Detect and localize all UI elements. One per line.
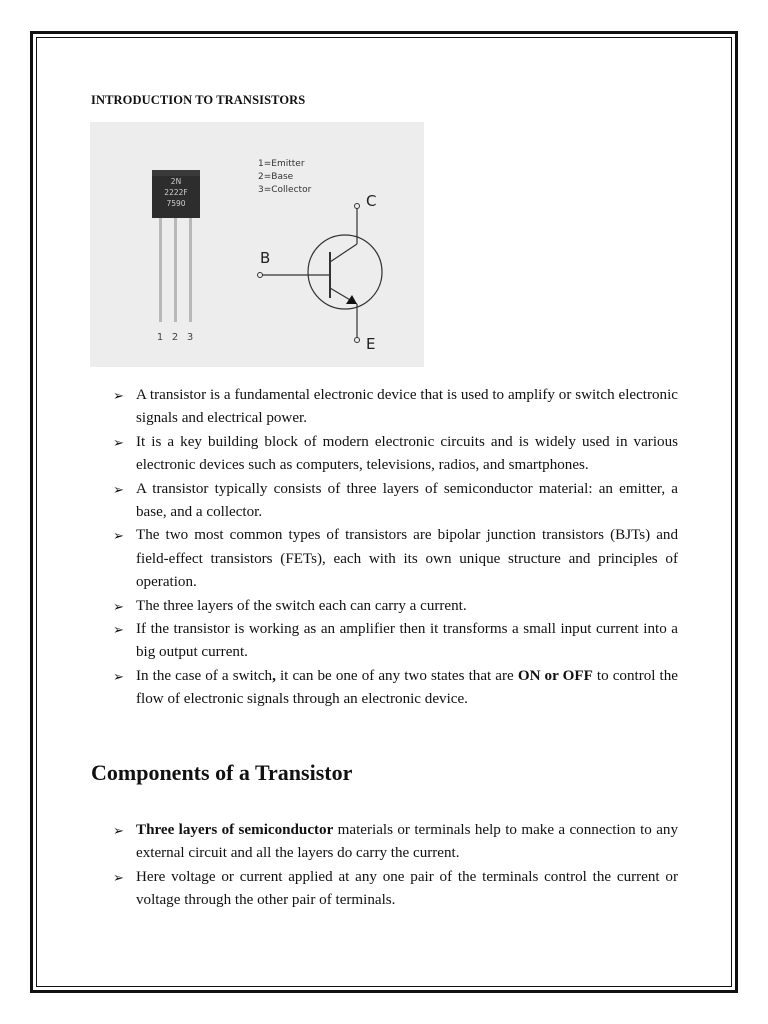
list-item-text: The three layers of the switch each can carry a current. bbox=[136, 597, 467, 614]
list-item-text: materials or terminals help to make a connection to any external circuit and all the layers do carry the current. bbox=[136, 822, 678, 862]
bullet-arrow-icon: ➢ bbox=[113, 481, 124, 497]
list-item bbox=[113, 618, 678, 665]
list-item bbox=[113, 595, 678, 618]
emitter-arrow-icon bbox=[346, 295, 357, 304]
base-terminal bbox=[258, 273, 263, 278]
package-line-2: 2222F bbox=[164, 188, 188, 197]
bullet-arrow-icon: ➢ bbox=[113, 869, 124, 885]
bullet-arrow-icon: ➢ bbox=[113, 598, 124, 614]
switch-text-end: to control the flow of electronic signals through an electronic device. bbox=[136, 667, 678, 708]
pin-number-1: 1 bbox=[156, 332, 164, 343]
transistor-lead-3 bbox=[189, 218, 192, 322]
list-item-text: A transistor is a fundamental electronic device that is used to amplify or switch electronic signals and electrical power. bbox=[136, 387, 678, 427]
package-line-1: 2N bbox=[170, 177, 182, 186]
switch-text-start: In the case of a switch bbox=[136, 667, 273, 684]
emitter-terminal bbox=[355, 338, 360, 343]
list-item-text: It is a key building block of modern electronic circuits and is widely used in various electronic devices such as computers, televisions, radios, and smartphones. bbox=[136, 433, 678, 474]
bullet-arrow-icon: ➢ bbox=[113, 823, 124, 838]
label-e: E bbox=[366, 335, 376, 353]
list-item bbox=[113, 431, 678, 478]
label-c: C bbox=[366, 192, 377, 210]
intro-points-list bbox=[113, 384, 678, 712]
list-item bbox=[113, 384, 678, 431]
intro-heading: INTRODUCTION TO TRANSISTORS bbox=[91, 93, 306, 107]
list-item bbox=[113, 819, 678, 866]
switch-text-bold: ON or OFF bbox=[517, 667, 593, 684]
transistor-symbol-circle bbox=[308, 235, 382, 309]
bullet-arrow-icon: ➢ bbox=[113, 622, 124, 638]
components-points-list bbox=[113, 819, 678, 913]
transistor-lead-2 bbox=[174, 218, 177, 322]
transistor-illustration bbox=[90, 122, 424, 367]
legend-emitter: 1=Emitter bbox=[258, 159, 305, 169]
label-b: B bbox=[260, 249, 271, 267]
pin-number-3: 3 bbox=[186, 332, 194, 343]
transistor-lead-1 bbox=[159, 218, 162, 322]
legend-collector: 3=Collector bbox=[258, 185, 312, 195]
list-item bbox=[113, 866, 678, 913]
list-item-text: Here voltage or current applied at any one pair of the terminals control the current or voltage through the other pair of terminals. bbox=[136, 868, 678, 909]
legend-base: 2=Base bbox=[258, 172, 294, 182]
list-item bbox=[113, 478, 678, 525]
bullet-arrow-icon: ➢ bbox=[113, 388, 124, 403]
pin-number-2: 2 bbox=[171, 332, 179, 343]
components-heading: Components of a Transistor bbox=[91, 760, 353, 785]
package-line-3: 7590 bbox=[166, 199, 186, 208]
collector-terminal bbox=[355, 204, 360, 209]
bullet-arrow-icon: ➢ bbox=[113, 668, 124, 684]
bullet-arrow-icon: ➢ bbox=[113, 434, 124, 450]
list-item-bold-text: Three layers of semiconductor bbox=[136, 822, 334, 838]
transistor-package-top bbox=[152, 170, 200, 176]
transistor-figure bbox=[90, 122, 424, 367]
switch-text-comma: , bbox=[272, 667, 276, 684]
list-item-text: The two most common types of transistors are bipolar junction transistors (BJTs) and field-effect transistors (FETs), each with its own unique structure and principles of operation. bbox=[136, 527, 678, 591]
list-item-text: If the transistor is working as an amplifier then it transforms a small input current into a big output current. bbox=[136, 621, 678, 661]
list-item-text: A transistor typically consists of three layers of semiconductor material: an emitter, a base, and a collector. bbox=[136, 480, 678, 521]
list-item bbox=[113, 665, 678, 712]
switch-text-middle: it can be one of any two states that are bbox=[275, 667, 518, 684]
list-item bbox=[113, 524, 678, 594]
bullet-arrow-icon: ➢ bbox=[113, 528, 124, 544]
collector-leg bbox=[330, 244, 357, 262]
